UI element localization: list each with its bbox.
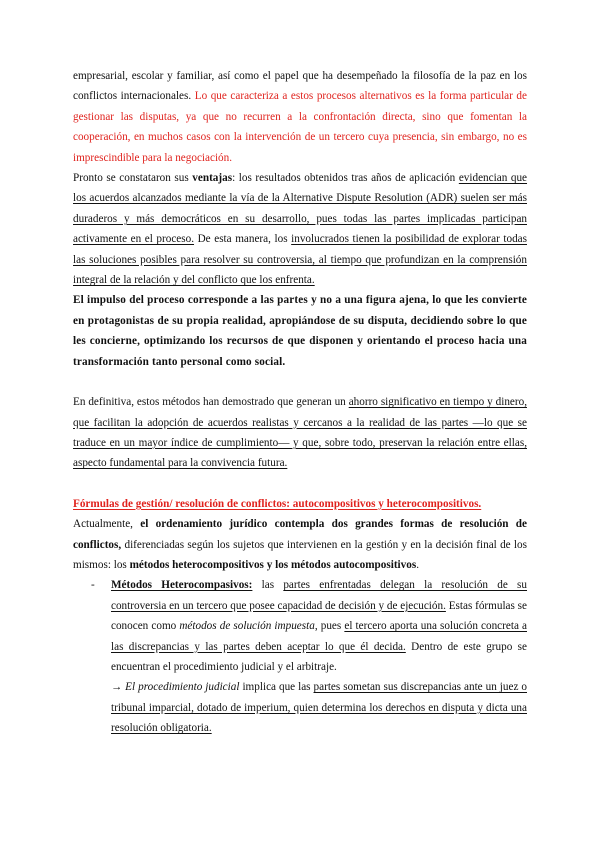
list-item-heterocompositivos bbox=[73, 575, 527, 677]
paragraph-text: las bbox=[252, 579, 284, 592]
arrow-icon: → bbox=[111, 681, 126, 694]
sub-item-judicial bbox=[73, 677, 527, 738]
paragraph-text: Dentro de este grupo se encuentran el procedimiento judicial y el arbitraje. bbox=[111, 640, 527, 673]
italic-text: El procedimiento judicial bbox=[125, 681, 240, 694]
paragraph-text: : los resultados obtenidos tras años de aplicación bbox=[232, 172, 459, 185]
underlined-text: evidencian que los acuerdos alcanzados mediante la vía de la Alternative Dispute Resolution (ADR) suelen ser más duraderos y más democráticos en su desarrollo, pues todas las partes implicadas participan activamente en el proceso. bbox=[73, 172, 528, 246]
paragraph-text: Actualmente, bbox=[73, 518, 141, 531]
underlined-text: partes sometan sus discrepancias ante un juez o tribunal imparcial, dotado de imperium, quien determina los derechos en disputa y dicta una resolución obligatoria. bbox=[111, 681, 527, 735]
paragraph-advantages bbox=[73, 168, 527, 290]
underlined-text: ahorro significativo en tiempo y dinero, que facilitan la adopción de acuerdos realistas y cercanos a la realidad de las partes —lo que se traduce en un mayor índice de cumplimiento— y que, sobre todo, preservan la relación entre ellas, aspecto fundamental para la convivencia futura. bbox=[73, 396, 527, 470]
document-page bbox=[73, 66, 527, 739]
paragraph-text: En definitiva, estos métodos han demostrado que generan un bbox=[73, 396, 349, 409]
underlined-text: involucrados tienen la posibilidad de explorar todas las soluciones posibles para resolver su controversia, al tiempo que profundizan en la comprensión integral de la relación y del conflicto que los enfrenta. bbox=[73, 233, 527, 287]
bold-text: el ordenamiento jurídico contempla dos grandes formas de resolución de conflictos, bbox=[73, 518, 527, 551]
paragraph-gap bbox=[73, 474, 527, 494]
underlined-text: el tercero aporta una solución concreta a las discrepancias y las partes deben aceptar lo que él decida. bbox=[111, 620, 527, 653]
paragraph-conclusion bbox=[73, 392, 527, 474]
paragraph-text: , pues bbox=[314, 620, 345, 633]
paragraph-text: empresarial, escolar y familiar, así como el papel que ha desempeñado la filosofía de la paz en los conflictos internacionales. bbox=[73, 70, 527, 103]
paragraph-text: Pronto se constataron sus bbox=[73, 172, 193, 185]
bold-term: ventajas bbox=[192, 172, 233, 185]
paragraph-forms bbox=[73, 514, 527, 575]
list-dash: - bbox=[91, 579, 95, 592]
highlighted-text: Lo que caracteriza a estos procesos alternativos es la forma particular de gestionar las disputas, ya que no recurren a la confrontación directa, sino que fomentan la cooperación, en muchos casos con la intervención de un tercero cuya presencia, sin embargo, no es imprescindible para la negociación. bbox=[73, 90, 527, 164]
italic-text: métodos de solución impuesta bbox=[179, 620, 315, 633]
bold-text: métodos heterocompositivos y los métodos autocompositivos bbox=[129, 558, 417, 571]
paragraph-text: De esta manera, los bbox=[194, 233, 292, 246]
paragraph-text: implica que las bbox=[239, 681, 314, 694]
paragraph-intro bbox=[73, 66, 527, 168]
paragraph-text: . bbox=[416, 558, 419, 571]
paragraph-bold: El impulso del proceso corresponde a las partes y no a una figura ajena, lo que les convierte en protagonistas de su propia realidad, apropiándose de su disputa, decidiendo sobre lo que les concierne, optimizando los recursos de que disponen y orientando el proceso hacia una transformación tanto personal como social. bbox=[73, 294, 527, 368]
section-heading: Fórmulas de gestión/ resolución de conflictos: autocompositivos y heterocompositivos. bbox=[73, 497, 482, 510]
list-item-title: Métodos Heterocompasivos: bbox=[111, 579, 253, 592]
paragraph-text: Estas fórmulas se conocen como bbox=[111, 599, 527, 633]
paragraph-gap bbox=[73, 372, 527, 392]
paragraph-text: diferenciadas según los sujetos que intervienen en la gestión y en la decisión final de los mismos: los bbox=[73, 538, 527, 571]
underlined-text: partes enfrentadas delegan la resolución de su controversia en un tercero que posee capacidad de decisión y de ejecución. bbox=[111, 579, 528, 612]
